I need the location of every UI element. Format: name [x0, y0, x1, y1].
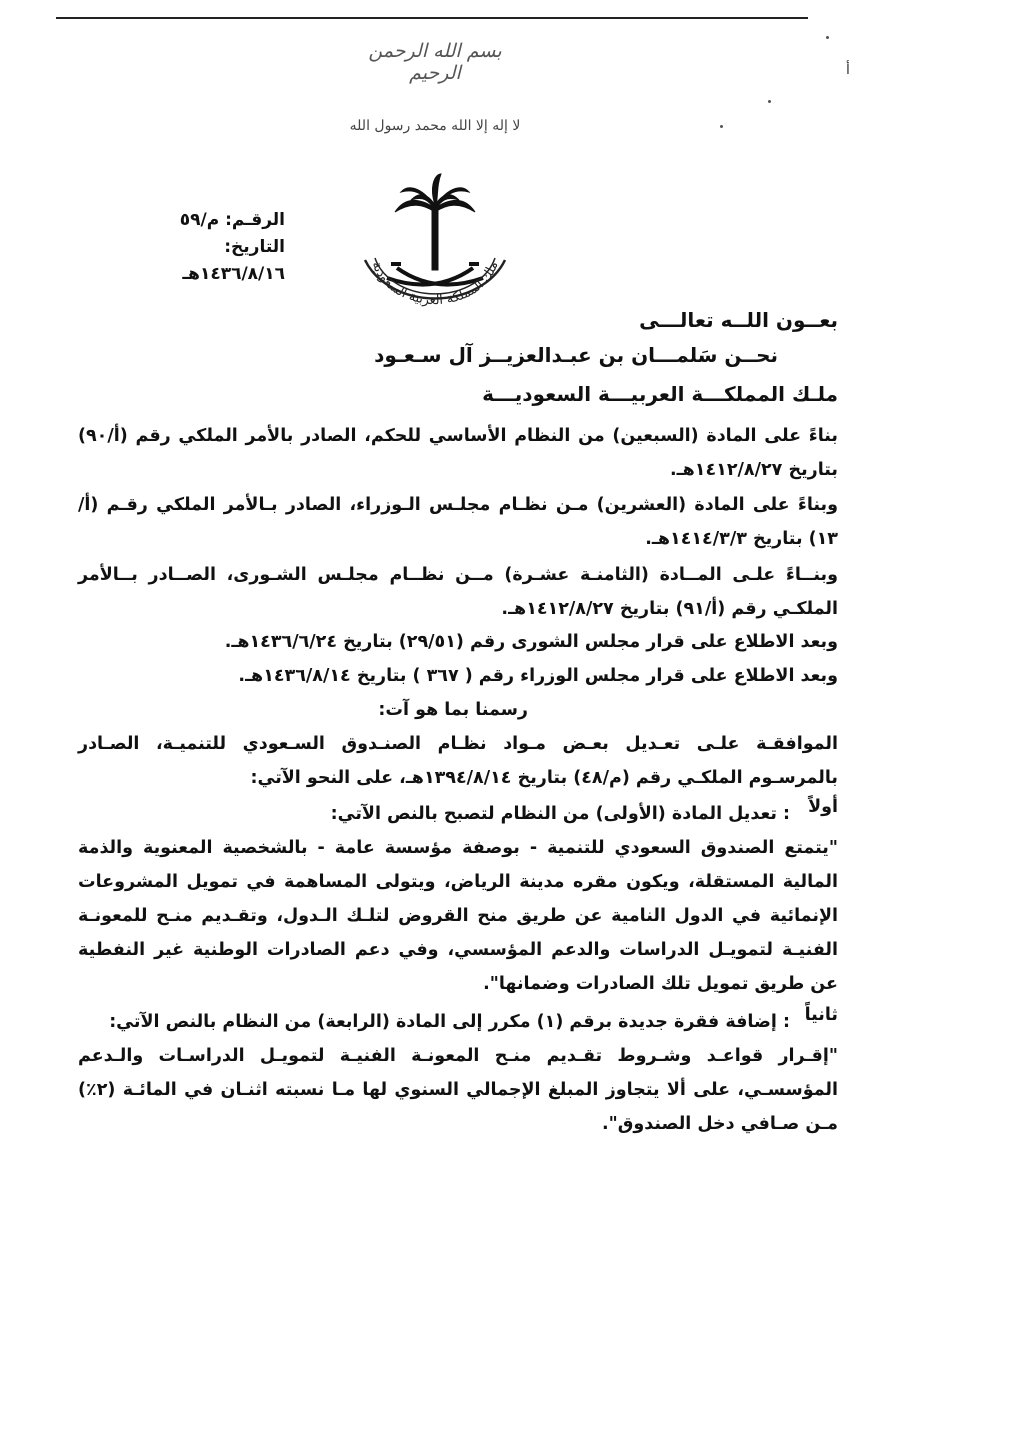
decree-heading: رسمنا بما هو آت: — [378, 700, 528, 720]
preamble-paragraph: بناءً على المادة (السبعين) من النظام الأساسي للحكم، الصادر بالأمر الملكي رقم (أ/٩٠) بتاريخ ١٤١٢/٨/٢٧هـ. — [78, 426, 838, 480]
intro-line-2: نحــن سَلمـــان بن عبـدالعزيــز آل سـعـود — [374, 343, 778, 367]
document-header — [340, 40, 530, 350]
item-label-second: ثانياً — [804, 1005, 838, 1025]
item-text-second: "إقـرار قواعـد وشـروط تقـديم منـح المعونـة الفنيـة لتمويـل الدراسـات والـدعم المؤسسـي، على ألا يتجاوز المبلغ الإجمالي السنوي لها مـا نسبته اثنـان في المائـة (٢٪) مـن صـافي دخل الصندوق". — [78, 1046, 838, 1134]
preamble-paragraph: وبنــاءً علـى المــادة (الثامنـة عشـرة) مــن نظــام مجلـس الشـورى، الصــادر بــالأمر الملكـي رقم (أ/٩١) بتاريخ ١٤١٢/٨/٢٧هـ. — [78, 565, 838, 619]
shahada: لا إله إلا الله محمد رسول الله — [349, 118, 521, 134]
preamble-paragraph: وبعد الاطلاع على قرار مجلس الوزراء رقم ( ٣٦٧ ) بتاريخ ١٤٣٦/٨/١٤هـ. — [238, 666, 838, 686]
preamble-paragraph: وبعد الاطلاع على قرار مجلس الشورى رقم (٢٩/٥١) بتاريخ ١٤٣٦/٦/٢٤هـ. — [224, 632, 838, 652]
reference-number: الرقـم: م/٥٩ — [179, 210, 285, 230]
emblem-text: ملك المملكة العربية السعودية — [368, 259, 502, 309]
intro-line-1: بعــون اللــه تعالـــى — [639, 308, 838, 332]
page-mark: أ — [846, 62, 850, 78]
top-rule — [56, 17, 808, 19]
reference-block — [165, 207, 285, 288]
approval-paragraph: الموافقـة علـى تعـديل بعـض مـواد نظـام الصنـدوق السـعودي للتنميـة، الصـادر بالمرسـوم الملكـي رقم (م/٤٨) بتاريخ ١٣٩٤/٨/١٤هـ، على النحو الآتي: — [78, 734, 838, 788]
basmala: بسم الله الرحمن الرحيم — [368, 40, 502, 84]
item-label-first: أولاً — [808, 797, 838, 817]
item-text-first: "يتمتع الصندوق السعودي للتنمية - بوصفة مؤسسة عامة - بالشخصية المعنوية والذمة المالية المستقلة، ويكون مقره مدينة الرياض، ويتولى المساهمة في تمويل المشروعات الإنمائية في الدول النامية عن طريق منح القروض لتلـك الـدول، وتقـديم منـح للمعونـة الفنيـة لتمويـل الدراسات والدعم المؤسسي، وفي دعم الصادرات الوطنية غير النفطية عن طريق تمويل تلك الصادرات وضمانها". — [78, 838, 838, 994]
scan-speck — [826, 36, 829, 39]
preamble-paragraph: وبناءً على المادة (العشرين) مـن نظـام مجلـس الـوزراء، الصادر بـالأمر الملكي رقـم (أ/١٣) بتاريخ ١٤١٤/٣/٣هـ. — [78, 495, 838, 549]
item-heading-first: : تعديل المادة (الأولى) من النظام لتصبح بالنص الآتي: — [330, 804, 790, 824]
reference-date: التاريخ: ١٤٣٦/٨/١٦هـ — [182, 237, 285, 284]
item-heading-second: : إضافة فقرة جديدة برقم (١) مكرر إلى المادة (الرابعة) من النظام بالنص الآتي: — [109, 1012, 790, 1032]
scan-speck — [720, 125, 723, 128]
saudi-emblem-icon — [345, 90, 525, 350]
scan-speck — [768, 100, 771, 103]
intro-line-3: ملـك المملكـــة العربيـــة السعوديـــة — [482, 382, 838, 406]
